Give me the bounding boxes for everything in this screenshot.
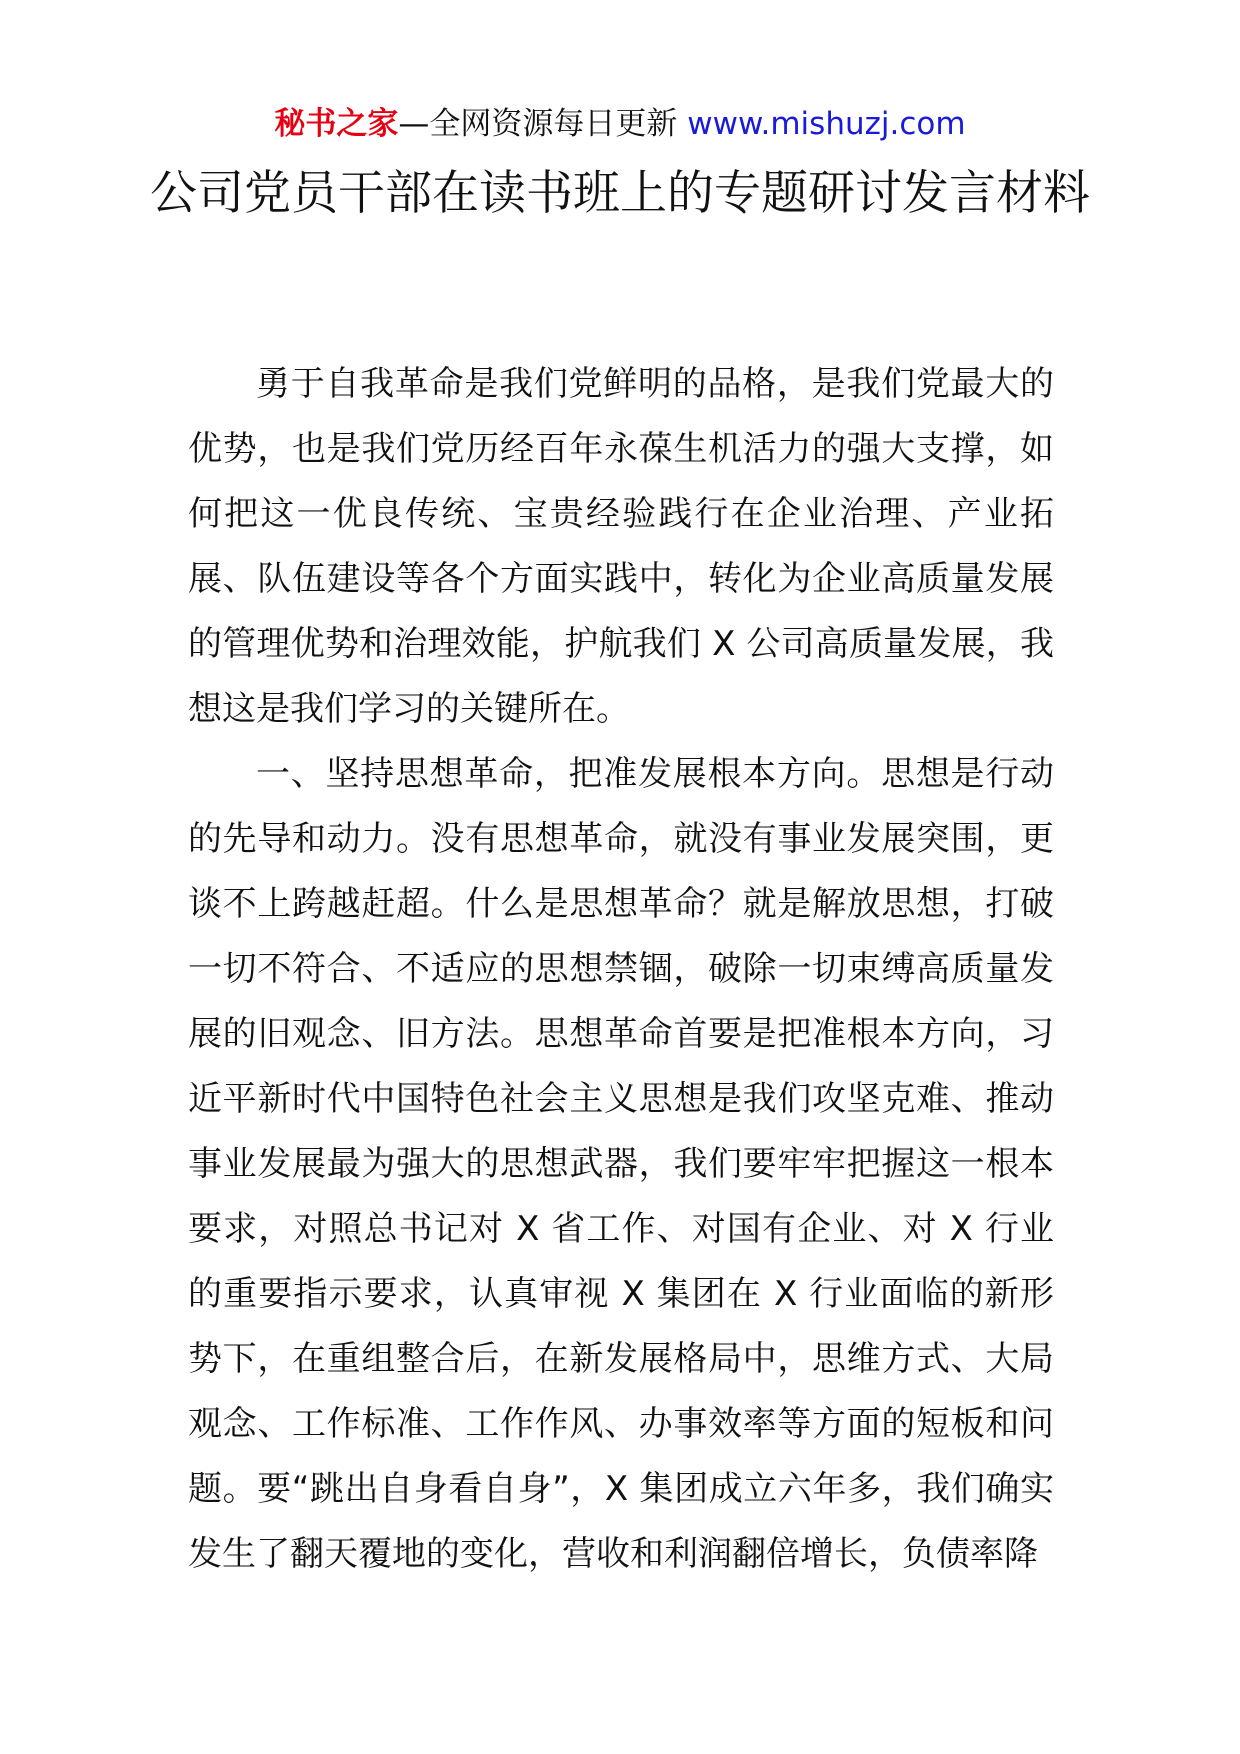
paragraph-section-one: 一、坚持思想革命，把准发展根本方向。思想是行动的先导和动力。没有思想革命，就没有事业发展突围，更谈不上跨越赶超。什么是思想革命？就是解放思想，打破一切不符合、不适应的思想禁锢，破除一切束缚高质量发展的旧观念、旧方法。思想革命首要是把准根本方向，习近平新时代中国特色社会主义思想是我们攻坚克难、推动事业发展最为强大的思想武器，我们要牢牢把握这一根本要求，对照总书记对 X 省工作、对国有企业、对 X 行业的重要指示要求，认真审视 X 集团在 X 行业面临的新形势下，在重组整合后，在新发展格局中，思维方式、大局观念、工作标准、工作作风、办事效率等方面的短板和问题。要“跳出自身看自身”，X 集团成立六年多，我们确实发生了翻天覆地的变化，营收和利润翻倍增长，负债率降 <box>188 754 1054 1574</box>
site-brand: 秘书之家 <box>274 106 399 142</box>
paragraph-intro: 勇于自我革命是我们党鲜明的品格，是我们党最大的优势，也是我们党历经百年永葆生机活力的强大支撑，如何把这一优良传统、宝贵经验践行在企业治理、产业拓展、队伍建设等各个方面实践中，转化为企业高质量发展的管理优势和治理效能，护航我们 X 公司高质量发展，我想这是我们学习的关键所在。 <box>188 364 1054 729</box>
site-header <box>0 100 1240 148</box>
site-tagline: —全网资源每日更新 <box>398 106 688 142</box>
site-url-link[interactable]: www.mishuzj.com <box>687 106 966 142</box>
document-title: 公司党员干部在读书班上的专题研讨发言材料 <box>150 166 1090 221</box>
document-body <box>188 352 1054 1587</box>
